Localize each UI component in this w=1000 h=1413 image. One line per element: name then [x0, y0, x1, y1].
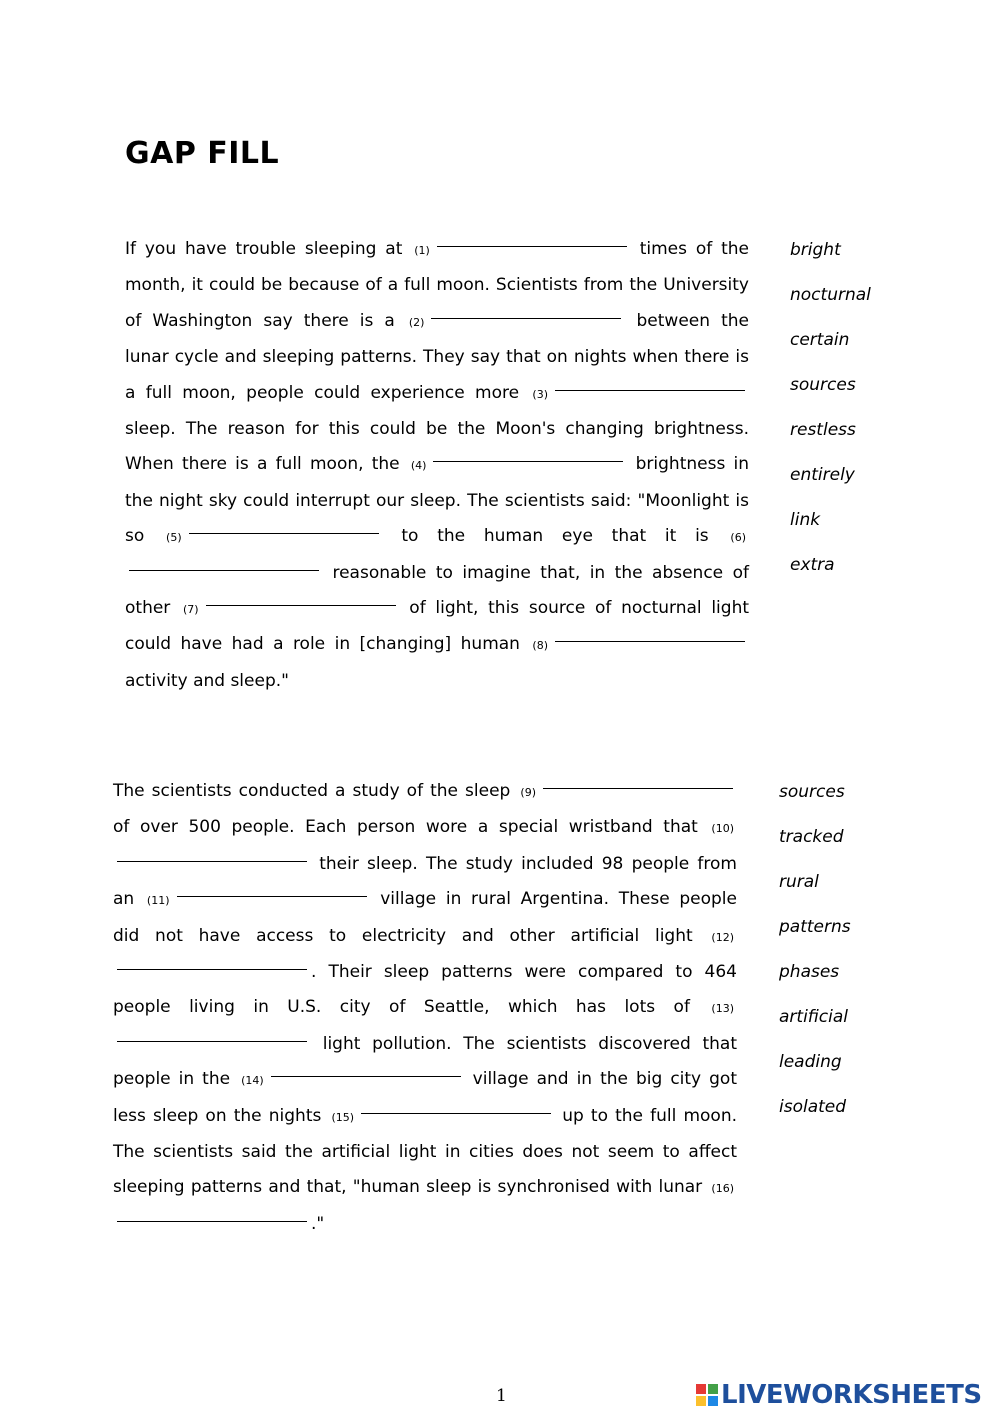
text-segment: sleep. The reason for this could be the Moon's changing brightness. When there is a full moon, the: [125, 419, 749, 475]
text-segment: reasonable to imagine that, in the absence of other: [125, 562, 749, 619]
text-segment: their sleep. The study included 98 people from an: [113, 853, 737, 910]
text-segment: .": [311, 1213, 325, 1234]
page-number: 1: [496, 1386, 507, 1406]
gap-12[interactable]: [117, 955, 307, 970]
gap-input-16[interactable]: [117, 1218, 307, 1232]
gap-input-8[interactable]: [555, 638, 745, 652]
word-bank-item: rural: [779, 872, 819, 892]
word-bank-item: sources: [790, 375, 856, 395]
gap-input-14[interactable]: [271, 1073, 461, 1087]
word-bank-item: tracked: [779, 827, 844, 847]
gap-number-4: (4): [410, 459, 427, 473]
word-bank-1: [790, 238, 871, 598]
text-segment: light pollution. The scientists discovered that people in the: [113, 1033, 737, 1090]
gap-number-11: (11): [146, 894, 170, 908]
gap-input-7[interactable]: [206, 602, 396, 616]
gap-number-8: (8): [532, 639, 548, 653]
gap-input-6[interactable]: [129, 567, 319, 581]
gap-number-12: (12): [711, 930, 735, 944]
word-bank-item: restless: [790, 420, 856, 440]
gap-input-1[interactable]: [437, 243, 627, 257]
paragraph-2: [113, 774, 737, 1242]
gap-number-7: (7): [183, 603, 199, 617]
gap-9[interactable]: [543, 774, 733, 789]
gap-input-15[interactable]: [361, 1110, 551, 1124]
logo-square: [708, 1396, 718, 1406]
gap-8[interactable]: [555, 627, 745, 642]
gap-number-10: (10): [711, 822, 734, 836]
gap-number-13: (13): [711, 1002, 734, 1016]
gap-number-9: (9): [520, 786, 536, 799]
gap-input-5[interactable]: [189, 530, 379, 544]
gap-number-3: (3): [532, 387, 548, 401]
gap-3[interactable]: [555, 376, 745, 391]
gap-input-3[interactable]: [555, 387, 745, 401]
text-segment: to the human eye that it is: [401, 526, 709, 547]
logo-square: [696, 1396, 706, 1406]
gap-11[interactable]: [177, 882, 367, 897]
gap-7[interactable]: [206, 591, 396, 606]
text-segment: The scientists conducted a study of the sleep: [113, 781, 511, 801]
gap-input-10[interactable]: [117, 858, 307, 872]
text-segment: . Their sleep patterns were compared to 464 people living in U.S. city of Seattle, which has lots of: [113, 962, 737, 1018]
word-bank-item: nocturnal: [790, 285, 871, 305]
word-bank-item: sources: [779, 782, 845, 802]
word-bank-item: phases: [779, 962, 840, 982]
word-bank-item: bright: [790, 240, 841, 260]
gap-input-9[interactable]: [543, 785, 733, 799]
gap-4[interactable]: [433, 447, 623, 462]
word-bank-item: artificial: [779, 1007, 848, 1027]
gap-14[interactable]: [271, 1062, 461, 1077]
gap-15[interactable]: [361, 1099, 551, 1114]
word-bank-item: patterns: [779, 917, 851, 937]
text-segment: of light, this source of nocturnal light could have had a role in [changing] human: [125, 598, 750, 655]
gap-number-15: (15): [331, 1110, 355, 1124]
gap-16[interactable]: [117, 1207, 307, 1222]
brand-text: LIVEWORKSHEETS: [721, 1380, 982, 1410]
text-segment: times of the month, it could be because of a full moon. Scientists from the University of Washington say there is a: [125, 239, 750, 331]
liveworksheets-logo-icon: [696, 1384, 718, 1406]
text-segment: up to the full moon. The scientists said the artificial light in cities does not seem to affect sleeping patterns and that, "human sleep is synchronised with lunar: [113, 1105, 738, 1198]
text-segment: activity and sleep.": [125, 670, 289, 691]
word-bank-item: extra: [790, 555, 835, 575]
gap-number-16: (16): [711, 1182, 734, 1196]
word-bank-item: isolated: [779, 1097, 847, 1117]
text-segment: If you have trouble sleeping at: [125, 239, 403, 259]
gap-5[interactable]: [189, 519, 379, 534]
gap-input-11[interactable]: [177, 893, 367, 907]
logo-square: [708, 1384, 718, 1394]
gap-number-1: (1): [414, 244, 430, 257]
text-segment: village and in the big city got less sleep on the nights: [113, 1069, 737, 1126]
gap-10[interactable]: [117, 847, 307, 862]
gap-number-2: (2): [408, 315, 425, 329]
text-segment: of over 500 people. Each person wore a special wristband that: [113, 817, 698, 838]
gap-input-12[interactable]: [117, 966, 307, 980]
page-title: GAP FILL: [125, 136, 280, 171]
gap-number-14: (14): [241, 1074, 264, 1088]
gap-1[interactable]: [437, 232, 627, 247]
text-segment: village in rural Argentina. These people did not have access to electricity and other artificial light: [113, 889, 737, 946]
liveworksheets-logo[interactable]: [696, 1380, 982, 1410]
paragraph-1: [125, 232, 749, 699]
word-bank-item: leading: [779, 1052, 842, 1072]
word-bank-item: certain: [790, 330, 850, 350]
text-segment: between the lunar cycle and sleeping patterns. They say that on nights when there is a full moon, people could experience more: [125, 310, 749, 403]
text-segment: brightness in the night sky could interrupt our sleep. The scientists said: "Moonlight is so: [125, 454, 750, 547]
gap-input-13[interactable]: [117, 1038, 307, 1052]
gap-6[interactable]: [129, 556, 319, 571]
word-bank-item: link: [790, 510, 821, 530]
gap-input-2[interactable]: [431, 315, 621, 329]
gap-13[interactable]: [117, 1027, 307, 1042]
word-bank-item: entirely: [790, 465, 855, 485]
gap-2[interactable]: [431, 304, 621, 319]
gap-number-6: (6): [730, 531, 747, 545]
gap-number-5: (5): [166, 531, 182, 545]
word-bank-2: [779, 780, 851, 1140]
logo-square: [696, 1384, 706, 1394]
gap-input-4[interactable]: [433, 458, 623, 472]
